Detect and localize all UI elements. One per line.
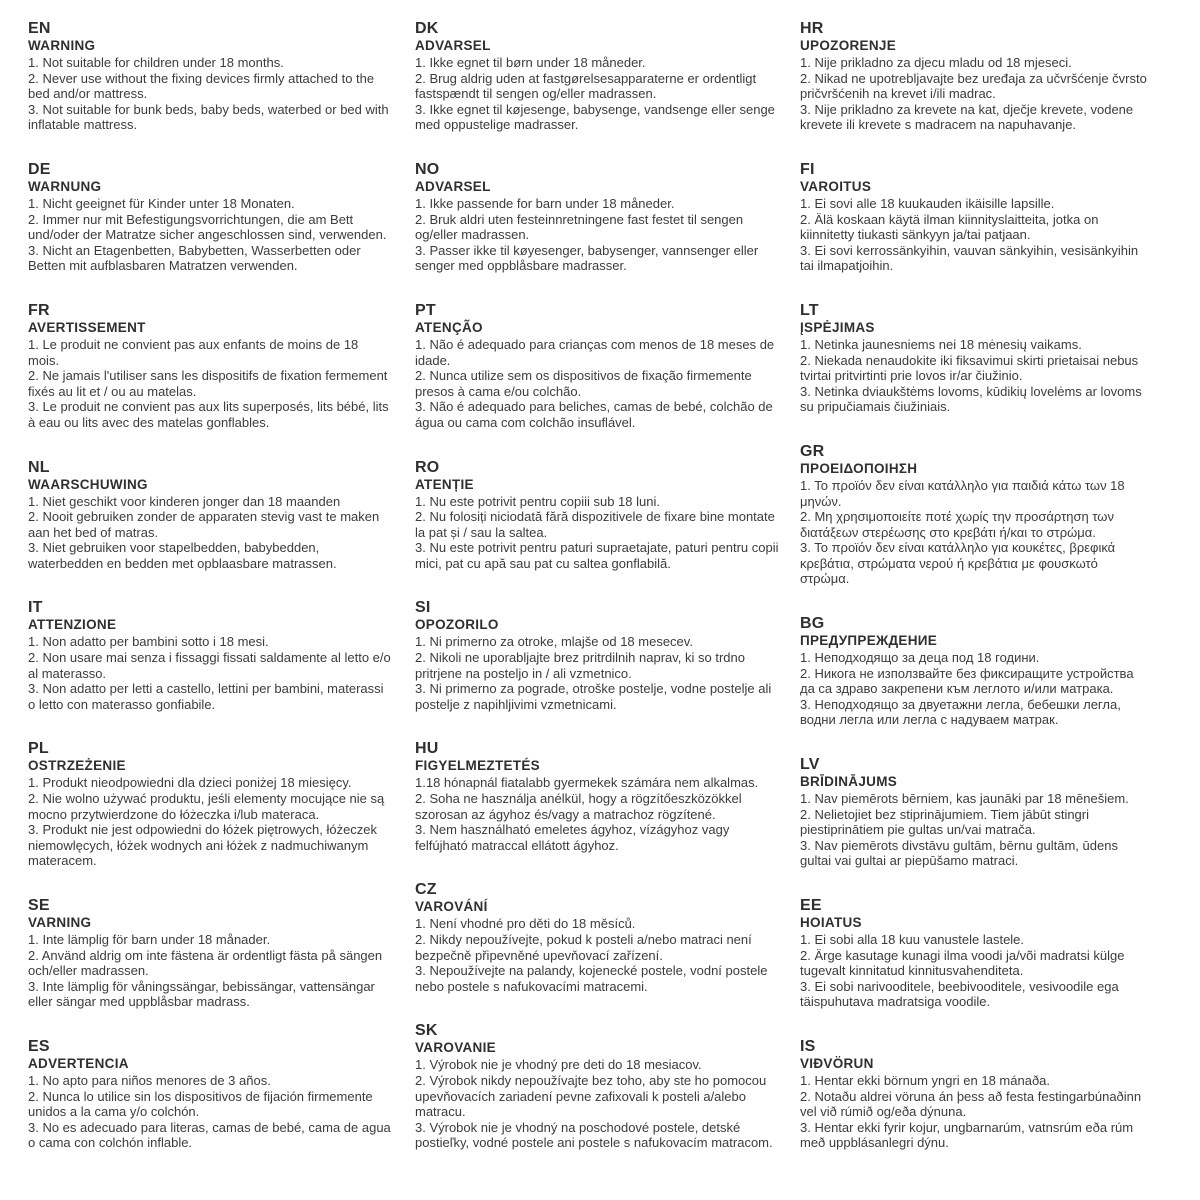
warning-items — [415, 634, 800, 712]
warning-item: 3. Hentar ekki fyrir kojur, ungbarnarúm, vatnsrúm eða rúm með uppblásanlegri dýnu. — [800, 1119, 1134, 1151]
warning-item: 2. Nooit gebruiken zonder de apparaten stevig vast te maken aan het bed of matras. — [28, 509, 380, 540]
warning-item: 1. Nav piemērots bērniem, kas jaunāki par 18 mēnešiem. — [800, 791, 1129, 807]
warning-title: OPOZORILO — [415, 617, 499, 633]
warning-item: 1. No apto para niños menores de 3 años. — [28, 1072, 271, 1088]
warning-items — [28, 932, 415, 1010]
language-section — [28, 161, 415, 274]
warning-title: ĮSPĖJIMAS — [800, 319, 875, 335]
language-section — [415, 20, 800, 133]
language-code: NL — [28, 458, 50, 476]
language-code: SE — [28, 897, 50, 914]
warning-item: 2. Nunca lo utilice sin los dispositivos de fijación firmemente unidos a la cama y/o colchón. — [28, 1088, 373, 1120]
language-section — [28, 1038, 415, 1151]
warning-item: 1. Nu este potrivit pentru copiii sub 18 luni. — [415, 493, 660, 509]
warning-title: ATENȚIE — [415, 476, 474, 492]
warning-title: VIÐVÖRUN — [800, 1055, 874, 1071]
warning-title: VAROITUS — [800, 178, 872, 194]
language-section — [415, 599, 800, 712]
warning-item: 3. Nicht an Etagenbetten, Babybetten, Wasserbetten oder Betten mit aufblasbaren Matratzen verwenden. — [28, 242, 361, 274]
warning-title: ΠΡΟΕΙΔΟΠΟΙΗΣΗ — [800, 460, 918, 476]
column-3 — [800, 20, 1190, 1200]
warning-title: WARNUNG — [28, 178, 102, 194]
warning-item: 1. Non adatto per bambini sotto i 18 mesi. — [28, 634, 269, 650]
warning-item: 3. Non adatto per letti a castello, lettini per bambini, materassi o letto con materasso gonfiabile. — [28, 681, 384, 712]
warning-item: 3. Nepoužívejte na palandy, kojenecké postele, vodní postele nebo postele s nafukovacími matracemi. — [415, 963, 768, 994]
warning-title: OSTRZEŻENIE — [28, 758, 126, 774]
warning-items — [28, 775, 415, 869]
language-section — [415, 1022, 800, 1151]
language-section — [415, 459, 800, 572]
warning-item: 1. Nije prikladno za djecu mladu od 18 mjeseci. — [800, 55, 1072, 70]
warning-title: WAARSCHUWING — [28, 476, 148, 492]
column-1 — [28, 20, 415, 1200]
warning-item: 2. Brug aldrig uden at fastgørelsesapparaterne er ordentligt fastspændt til sengen og/eller madrassen. — [415, 70, 757, 102]
language-code: DE — [28, 160, 51, 178]
language-code: GR — [800, 442, 825, 460]
warning-title: ADVERTENCIA — [28, 1055, 129, 1071]
language-code: SK — [415, 1022, 438, 1040]
warning-item: 2. Nikad ne upotrebljavajte bez uređaja za učvršćenje čvrsto pričvršćenih na krevet i/ili madrac. — [800, 70, 1147, 102]
language-section — [800, 756, 1190, 869]
warning-item: 1. Ikke passende for barn under 18 måneder. — [415, 195, 675, 211]
warning-item: 3. Passer ikke til køyesenger, babysenger, vannsenger eller senger med oppblåsbare madrasser. — [415, 242, 759, 274]
warning-item: 3. Inte lämplig för våningssängar, bebissängar, vattensängar eller sängar med uppblåsbar madrass. — [28, 978, 375, 1010]
language-code: IS — [800, 1037, 816, 1055]
warning-items — [415, 916, 800, 994]
warning-item: 3. Nem használható emeletes ágyhoz, vízágyhoz vagy felfújható matraccal ellátott ágyhoz. — [415, 822, 730, 853]
warning-items — [28, 55, 415, 133]
language-code: EN — [28, 20, 51, 37]
language-section — [415, 740, 800, 853]
warning-items — [800, 650, 1190, 728]
warning-item: 3. Niet gebruiken voor stapelbedden, babybedden, waterbedden en bedden met opblaasbare matrassen. — [28, 540, 337, 571]
warning-item: 1. Netinka jaunesniems nei 18 mėnesių vaikams. — [800, 336, 1082, 352]
language-section — [415, 881, 800, 994]
language-section — [415, 161, 800, 274]
warning-items — [28, 494, 415, 572]
warning-item: 2. Nunca utilize sem os dispositivos de fixação firmemente presos à cama e/ou colchão. — [415, 368, 752, 399]
warning-items — [800, 337, 1190, 415]
warning-item: 1. Le produit ne convient pas aux enfants de moins de 18 mois. — [28, 336, 359, 368]
warning-item: 1. Niet geschikt voor kinderen jonger dan 18 maanden — [28, 493, 341, 509]
warning-title: ATENÇÃO — [415, 319, 483, 335]
warning-item: 1. Nicht geeignet für Kinder unter 18 Monaten. — [28, 195, 295, 211]
language-code: FI — [800, 160, 815, 178]
warning-item: 2. Nikoli ne uporabljajte brez pritrdilnih naprav, ki so trdno pritrjene na posteljo in / ali vzmetnico. — [415, 650, 745, 681]
language-code: BG — [800, 615, 825, 633]
warning-items — [800, 196, 1190, 274]
warning-title: ПРЕДУПРЕЖДЕНИЕ — [800, 633, 938, 649]
warning-item: 2. Never use without the fixing devices firmly attached to the bed and/or mattress. — [28, 70, 375, 102]
language-section — [800, 615, 1190, 728]
warning-item: 1. Inte lämplig för barn under 18 månader. — [28, 932, 271, 947]
language-code: PL — [28, 740, 49, 758]
warning-item: 2. Notaðu aldrei vöruna án þess að festa festingarbúnaðinn vel við rúmið og/eða dýnuna. — [800, 1088, 1142, 1120]
language-section — [800, 1038, 1190, 1151]
language-section — [28, 599, 415, 712]
warning-items — [28, 634, 415, 712]
warning-title: ADVARSEL — [415, 38, 491, 53]
warning-items — [415, 196, 800, 274]
warning-item: 2. Älä koskaan käytä ilman kiinnityslaitteita, jotka on kiinnitetty tiukasti sänkyyn ja/tai patjaan. — [800, 211, 1099, 243]
warning-item: 3. Το προϊόν δεν είναι κατάλληλο για κουκέτες, βρεφικά κρεβάτια, στρώματα νερού ή κρεβάτια με φουσκωτό στρώμα. — [800, 540, 1116, 587]
language-code: LV — [800, 756, 820, 774]
warning-items — [800, 791, 1190, 869]
language-section — [28, 740, 415, 869]
warning-title: FIGYELMEZTETÉS — [415, 758, 540, 774]
warning-item: 2. Μη χρησιμοποιείτε ποτέ χωρίς την προσάρτηση των διατάξεων στερέωσης στο κρεβάτι ή/και το στρώμα. — [800, 509, 1114, 540]
warning-item: 1. Ni primerno za otroke, mlajše od 18 mesecev. — [415, 634, 693, 650]
warning-items — [415, 1057, 800, 1151]
language-section — [28, 459, 415, 572]
language-code: PT — [415, 301, 436, 319]
warning-item: 1. Není vhodné pro děti do 18 měsíců. — [415, 916, 636, 932]
warning-item: 3. Nav piemērots divstāvu gultām, bērnu gultām, ūdens gultai vai gultai ar piepūšamo matraci. — [800, 837, 1118, 869]
language-section — [800, 443, 1190, 587]
warning-items — [415, 494, 800, 572]
language-section — [28, 897, 415, 1010]
warning-items — [415, 337, 800, 431]
warning-items — [800, 478, 1190, 587]
warning-title: WARNING — [28, 38, 96, 53]
warning-item: 1. Το προϊόν δεν είναι κατάλληλο για παιδιά κάτω των 18 μηνών. — [800, 477, 1125, 509]
language-code: NO — [415, 160, 440, 178]
language-section — [800, 897, 1190, 1010]
warning-item: 2. Ärge kasutage kunagi ilma voodi ja/või madratsi külge tugevalt kinnitatud kinnitusvahenditeta. — [800, 947, 1125, 979]
language-code: DK — [415, 20, 439, 37]
warning-item: 1. Não é adequado para crianças com menos de 18 meses de idade. — [415, 336, 775, 368]
warning-items — [800, 55, 1190, 133]
warning-item: 2. Никога не използвайте без фиксиращите устройства да са здраво закрепени към леглото и/или матрака. — [800, 665, 1134, 697]
language-code: EE — [800, 897, 822, 914]
warning-item: 3. Ni primerno za pograde, otroške postelje, vodne postelje ali postelje z napihljivimi vzmetnicami. — [415, 681, 772, 712]
language-section — [800, 302, 1190, 415]
warning-title: VAROVÁNÍ — [415, 899, 488, 915]
warning-item: 2. Nikdy nepoužívejte, pokud k posteli a/nebo matraci není bezpečně připevněné upevňovací zařízení. — [415, 932, 752, 963]
warning-item: 3. Nije prikladno za krevete na kat, dječje krevete, vodene krevete ili krevete s madracem na napuhavanje. — [800, 101, 1134, 133]
warning-item: 3. Netinka dviaukštėms lovoms, kūdikių lovelėms ar lovoms su pripučiamais čiužiniais. — [800, 383, 1142, 415]
warning-items — [415, 55, 800, 133]
language-section — [28, 20, 415, 133]
warning-item: 3. Não é adequado para beliches, camas de bebé, colchão de água ou cama com colchão insuflável. — [415, 399, 773, 430]
warning-title: BRĪDINĀJUMS — [800, 774, 898, 790]
warning-item: 1. Produkt nieodpowiedni dla dzieci poniżej 18 miesięcy. — [28, 775, 352, 791]
language-code: SI — [415, 599, 431, 617]
warning-item: 1. Неподходящо за деца под 18 години. — [800, 650, 1040, 666]
language-code: HR — [800, 20, 824, 37]
language-section — [28, 302, 415, 431]
warning-title: VAROVANIE — [415, 1040, 496, 1056]
language-section — [415, 302, 800, 431]
warning-title: AVERTISSEMENT — [28, 319, 146, 335]
warning-item: 3. No es adecuado para literas, camas de bebé, cama de agua o cama con colchón inflable. — [28, 1119, 391, 1151]
warning-item: 3. Výrobok nie je vhodný na poschodové postele, detské postieľky, vodné postele ani postele s nafukovacím matracom. — [415, 1119, 773, 1151]
warning-item: 2. Bruk aldri uten festeinnretningene fast festet til sengen og/eller madrassen. — [415, 211, 744, 243]
warning-items — [800, 1073, 1190, 1151]
warning-item: 3. Produkt nie jest odpowiedni do łóżek piętrowych, łóżeczek niemowlęcych, łóżek wodnych ani łóżek z nadmuchiwanym materacem. — [28, 822, 378, 869]
language-code: CZ — [415, 881, 437, 899]
warning-item: 1. Ei sobi alla 18 kuu vanustele lastele. — [800, 932, 1025, 947]
warning-item: 3. Not suitable for bunk beds, baby beds, waterbed or bed with inflatable mattress. — [28, 101, 389, 133]
language-code: FR — [28, 301, 50, 319]
language-code: LT — [800, 301, 819, 319]
language-code: HU — [415, 740, 439, 758]
language-code: RO — [415, 458, 440, 476]
warning-items — [28, 1073, 415, 1151]
warning-item: 3. Ei sovi kerrossänkyihin, vauvan sänkyihin, vesisänkyihin tai ilmapatjoihin. — [800, 242, 1139, 274]
warning-items — [28, 196, 415, 274]
language-code: IT — [28, 599, 43, 617]
warning-items — [800, 932, 1190, 1010]
language-section — [800, 20, 1190, 133]
warning-item: 3. Nu este potrivit pentru paturi supraetajate, paturi pentru copii mici, pat cu apă sau pat cu saltea gonflabilă. — [415, 540, 779, 571]
warning-item: 1.18 hónapnál fiatalabb gyermekek számára nem alkalmas. — [415, 775, 759, 791]
column-2 — [415, 20, 800, 1200]
warning-item: 2. Ne jamais l'utiliser sans les dispositifs de fixation fermement fixés au lit et / ou au matelas. — [28, 368, 388, 399]
warning-title: HOIATUS — [800, 915, 862, 930]
warning-title: ADVARSEL — [415, 178, 491, 194]
warning-item: 1. Not suitable for children under 18 months. — [28, 55, 284, 70]
warning-item: 1. Ei sovi alle 18 kuukauden ikäisille lapsille. — [800, 195, 1055, 211]
warning-item: 2. Niekada nenaudokite iki fiksavimui skirti prietaisai nebus tvirtai pritvirtinti prie lovos ir/ar čiužinio. — [800, 352, 1139, 384]
warning-item: 1. Ikke egnet til børn under 18 måneder. — [415, 55, 646, 70]
warning-item: 2. Nie wolno używać produktu, jeśli elementy mocujące nie są mocno przytwierdzone do łóżeczka i/lub materaca. — [28, 791, 385, 822]
warning-item: 3. Ei sobi narivooditele, beebivooditele, vesivoodile ega täispuhutava madratsiga voodile. — [800, 978, 1119, 1010]
warning-item: 2. Nu folosiți niciodată fără dispozitivele de fixare bine montate la pat și / sau la saltea. — [415, 509, 775, 540]
warning-item: 1. Výrobok nie je vhodný pre deti do 18 mesiacov. — [415, 1057, 702, 1073]
warning-item: 2. Immer nur mit Befestigungsvorrichtungen, die am Bett und/oder der Matratze sicher angeschlossen sind, verwenden. — [28, 211, 387, 243]
warning-items — [28, 337, 415, 431]
warning-title: ATTENZIONE — [28, 617, 117, 633]
warning-title: VARNING — [28, 915, 92, 930]
warning-item: 3. Неподходящо за двуетажни легла, бебешки легла, водни легла или легла с надуваем матрак. — [800, 696, 1121, 728]
warning-item: 1. Hentar ekki börnum yngri en 18 mánaða. — [800, 1072, 1051, 1088]
warning-items — [415, 775, 800, 853]
warning-item: 2. Výrobok nikdy nepoužívajte bez toho, aby ste ho pomocou upevňovacích zariadení pevne zafixovali k posteli a/alebo matracu. — [415, 1072, 767, 1120]
warning-item: 3. Ikke egnet til køjesenge, babysenge, vandsenge eller senge med oppustelige madrasser. — [415, 101, 775, 133]
warning-item: 2. Non usare mai senza i fissaggi fissati saldamente al letto e/o al materasso. — [28, 650, 391, 681]
language-code: ES — [28, 1037, 50, 1055]
warning-title: UPOZORENJE — [800, 38, 897, 53]
language-section — [800, 161, 1190, 274]
warning-item: 2. Nelietojiet bez stiprinājumiem. Tiem jābūt stingri piestiprinātiem pie gultas un/vai matrača. — [800, 806, 1090, 838]
warning-item: 3. Le produit ne convient pas aux lits superposés, lits bébé, lits à eau ou lits avec des matelas gonflables. — [28, 399, 389, 430]
warning-item: 2. Soha ne használja anélkül, hogy a rögzítőeszközökkel szorosan az ágyhoz és/vagy a matrachoz rögzítené. — [415, 791, 742, 822]
warning-item: 2. Använd aldrig om inte fästena är ordentligt fästa på sängen och/eller madrassen. — [28, 947, 383, 979]
